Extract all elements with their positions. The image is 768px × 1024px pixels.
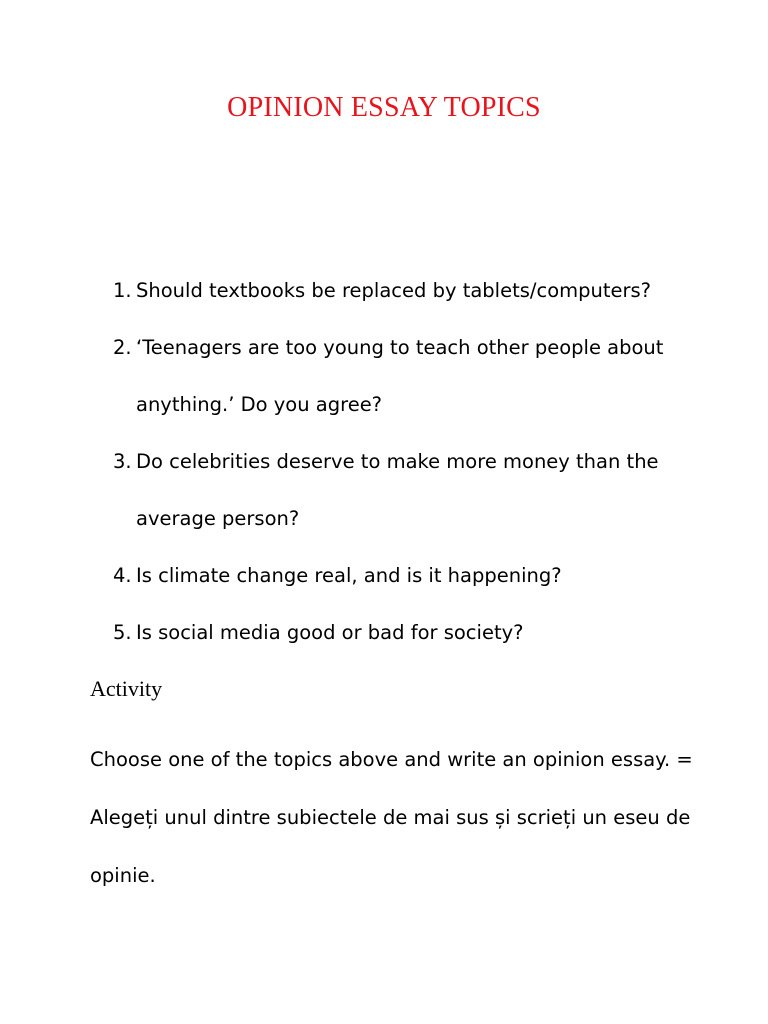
topic-list: [113, 262, 733, 661]
list-item-text: Should textbooks be replaced by tablets/computers?: [136, 279, 652, 302]
list-item-text: Is social media good or bad for society?: [136, 621, 524, 644]
list-item-number: 4.: [113, 564, 132, 587]
list-item: [113, 604, 733, 661]
activity-instructions: Choose one of the topics above and write an opinion essay. = Alegeți unul dintre subiectele de mai sus și scrieți un eseu de opinie.: [90, 748, 693, 887]
list-item-text: Do celebrities deserve to make more money than the average person?: [136, 450, 659, 530]
list-item: [113, 262, 733, 319]
list-item-number: 5.: [113, 621, 132, 644]
list-item-number: 3.: [113, 450, 132, 473]
list-item: [113, 547, 733, 604]
list-item-number: 1.: [113, 279, 132, 302]
list-item-number: 2.: [113, 336, 132, 359]
list-item: [113, 433, 733, 547]
list-item-text: Is climate change real, and is it happening?: [136, 564, 562, 587]
list-item: [113, 319, 733, 433]
list-item-text: ‘Teenagers are too young to teach other people about anything.’ Do you agree?: [136, 336, 664, 416]
page-title: OPINION ESSAY TOPICS: [227, 92, 541, 123]
activity-heading: Activity: [90, 676, 163, 701]
